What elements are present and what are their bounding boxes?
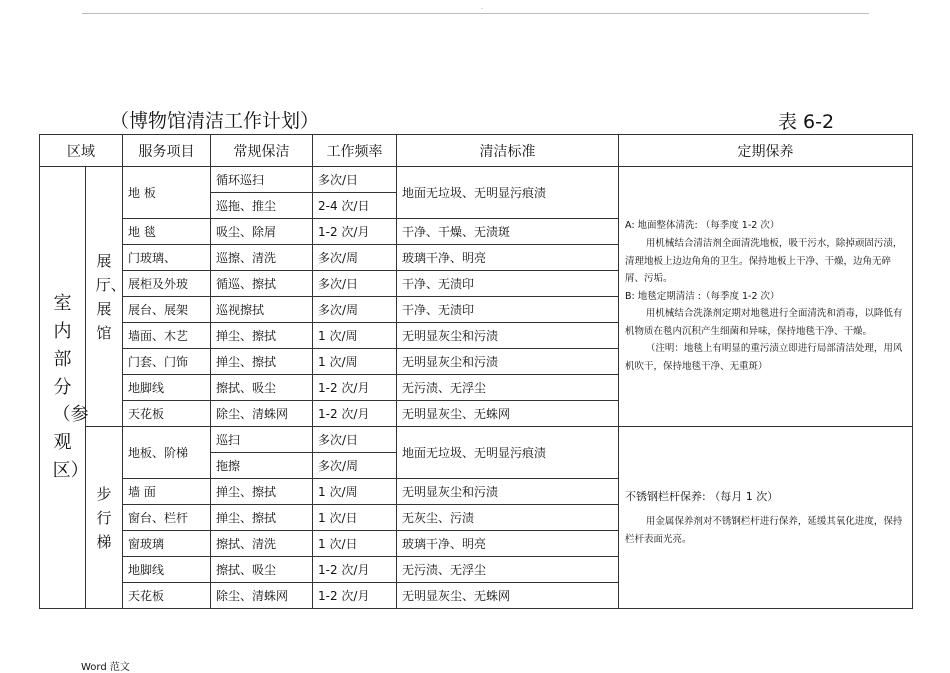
maintenance-b-body: 用机械结合洗涤剂定期对地毯进行全面清洗和消毒，以降低有机物质在毯内沉积产生细菌和异味，保持地毯干净、干燥。	[625, 308, 903, 337]
routine-cell: 擦拭、清洗	[211, 531, 313, 557]
standard-cell: 地面无垃圾、无明显污痕渍	[397, 167, 619, 219]
routine-cell: 巡扫	[211, 427, 313, 453]
table-row	[40, 167, 913, 193]
maintenance-a-body: 用机械结合清洁剂全面清洗地板，吸干污水，除掉顽固污渍，清理地板上边边角角的卫生。保持地板上干净、干燥，边角无碎屑、污垢。	[625, 238, 903, 285]
service-item: 地 板	[123, 167, 211, 219]
service-item: 地脚线	[123, 557, 211, 583]
routine-cell: 除尘、清蛛网	[211, 583, 313, 609]
maintenance-b-title: B: 地毯定期清洁 :（每季度 1-2 次）	[625, 290, 780, 302]
header-rule	[82, 13, 869, 14]
cleaning-plan-table	[39, 134, 913, 609]
header-frequency: 工作频率	[313, 135, 397, 167]
maintenance-stairs	[619, 427, 913, 609]
routine-cell: 巡视擦拭	[211, 297, 313, 323]
header-service-item: 服务项目	[123, 135, 211, 167]
standard-cell: 无明显灰尘和污渍	[397, 479, 619, 505]
routine-cell: 擦拭、吸尘	[211, 375, 313, 401]
frequency-cell: 1 次/周	[313, 349, 397, 375]
routine-cell: 巡拖、推尘	[211, 193, 313, 219]
table-number: 表 6-2	[778, 111, 835, 133]
standard-cell: 干净、无渍印	[397, 297, 619, 323]
routine-cell: 掸尘、擦拭	[211, 349, 313, 375]
maintenance-a-title: A: 地面整体清洗: （每季度 1-2 次）	[625, 220, 780, 232]
routine-cell: 循环巡扫	[211, 167, 313, 193]
frequency-cell: 1-2 次/月	[313, 557, 397, 583]
standard-cell: 玻璃干净、明亮	[397, 531, 619, 557]
standard-cell: 玻璃干净、明亮	[397, 245, 619, 271]
header-maintenance: 定期保养	[619, 135, 913, 167]
frequency-cell: 1-2 次/月	[313, 583, 397, 609]
header-standard: 清洁标准	[397, 135, 619, 167]
region-label: 室内部分（参观区）	[52, 292, 89, 482]
standard-cell: 无灰尘、污渍	[397, 505, 619, 531]
standard-cell: 干净、干燥、无渍斑	[397, 219, 619, 245]
standard-cell: 无明显灰尘和污渍	[397, 349, 619, 375]
routine-cell: 掸尘、擦拭	[211, 323, 313, 349]
standard-cell: 地面无垃圾、无明显污痕渍	[397, 427, 619, 479]
frequency-cell: 多次/周	[313, 245, 397, 271]
standard-cell: 无污渍、无浮尘	[397, 375, 619, 401]
frequency-cell: 多次/日	[313, 167, 397, 193]
routine-cell: 擦拭、吸尘	[211, 557, 313, 583]
routine-cell: 除尘、清蛛网	[211, 401, 313, 427]
standard-cell: 干净、无渍印	[397, 271, 619, 297]
service-item: 窗玻璃	[123, 531, 211, 557]
frequency-cell: 多次/日	[313, 427, 397, 453]
service-item: 墙面、木艺	[123, 323, 211, 349]
subregion-label: 展厅、展馆	[95, 251, 126, 342]
table-row	[40, 427, 913, 453]
subregion-label: 步行梯	[96, 484, 112, 551]
service-item: 门玻璃、	[123, 245, 211, 271]
service-item: 地 毯	[123, 219, 211, 245]
service-item: 墙 面	[123, 479, 211, 505]
service-item: 天花板	[123, 583, 211, 609]
region-cell	[40, 167, 89, 609]
standard-cell: 无明显灰尘、无蛛网	[397, 401, 619, 427]
routine-cell: 吸尘、除屑	[211, 219, 313, 245]
service-item: 窗台、栏杆	[123, 505, 211, 531]
frequency-cell: 1 次/日	[313, 505, 397, 531]
frequency-cell: 1 次/周	[313, 479, 397, 505]
routine-cell: 掸尘、擦拭	[211, 505, 313, 531]
frequency-cell: 1 次/周	[313, 323, 397, 349]
frequency-cell: 1-2 次/月	[313, 219, 397, 245]
service-item: 门套、门饰	[123, 349, 211, 375]
routine-cell: 巡擦、清洗	[211, 245, 313, 271]
service-item: 地板、阶梯	[123, 427, 211, 479]
service-item: 天花板	[123, 401, 211, 427]
frequency-cell: 2-4 次/日	[313, 193, 397, 219]
subregion-exhibit-hall	[86, 167, 126, 427]
frequency-cell: 1 次/日	[313, 531, 397, 557]
frequency-cell: 多次/周	[313, 297, 397, 323]
standard-cell: 无明显灰尘和污渍	[397, 323, 619, 349]
subregion-stairs	[86, 427, 123, 609]
frequency-cell: 多次/日	[313, 271, 397, 297]
maintenance-railing-body: 用金属保养剂对不锈钢栏杆进行保养，延缓其氧化进度，保持栏杆表面光亮。	[625, 516, 903, 545]
routine-cell: 拖擦	[211, 453, 313, 479]
frequency-cell: 1-2 次/月	[313, 375, 397, 401]
maintenance-exhibit-hall	[619, 167, 913, 427]
frequency-cell: 多次/周	[313, 453, 397, 479]
header-mark: .	[481, 4, 483, 11]
routine-cell: 循巡、擦拭	[211, 271, 313, 297]
standard-cell: 无污渍、无浮尘	[397, 557, 619, 583]
maintenance-note: （注明：地毯上有明显的重污渍立即进行局部清洁处理，用风机吹干，保持地毯干净、无重斑）	[625, 343, 903, 372]
header-region: 区域	[40, 135, 123, 167]
service-item: 展柜及外玻	[123, 271, 211, 297]
maintenance-railing-title: 不锈钢栏杆保养: （每月 1 次）	[625, 489, 779, 503]
service-item: 展台、展架	[123, 297, 211, 323]
service-item: 地脚线	[123, 375, 211, 401]
routine-cell: 掸尘、擦拭	[211, 479, 313, 505]
frequency-cell: 1-2 次/月	[313, 401, 397, 427]
header-routine-cleaning: 常规保洁	[211, 135, 313, 167]
table-header-row	[40, 135, 913, 167]
standard-cell: 无明显灰尘、无蛛网	[397, 583, 619, 609]
footer-label: Word 范文	[81, 662, 130, 673]
document-title: （博物馆清洁工作计划）	[110, 110, 320, 132]
